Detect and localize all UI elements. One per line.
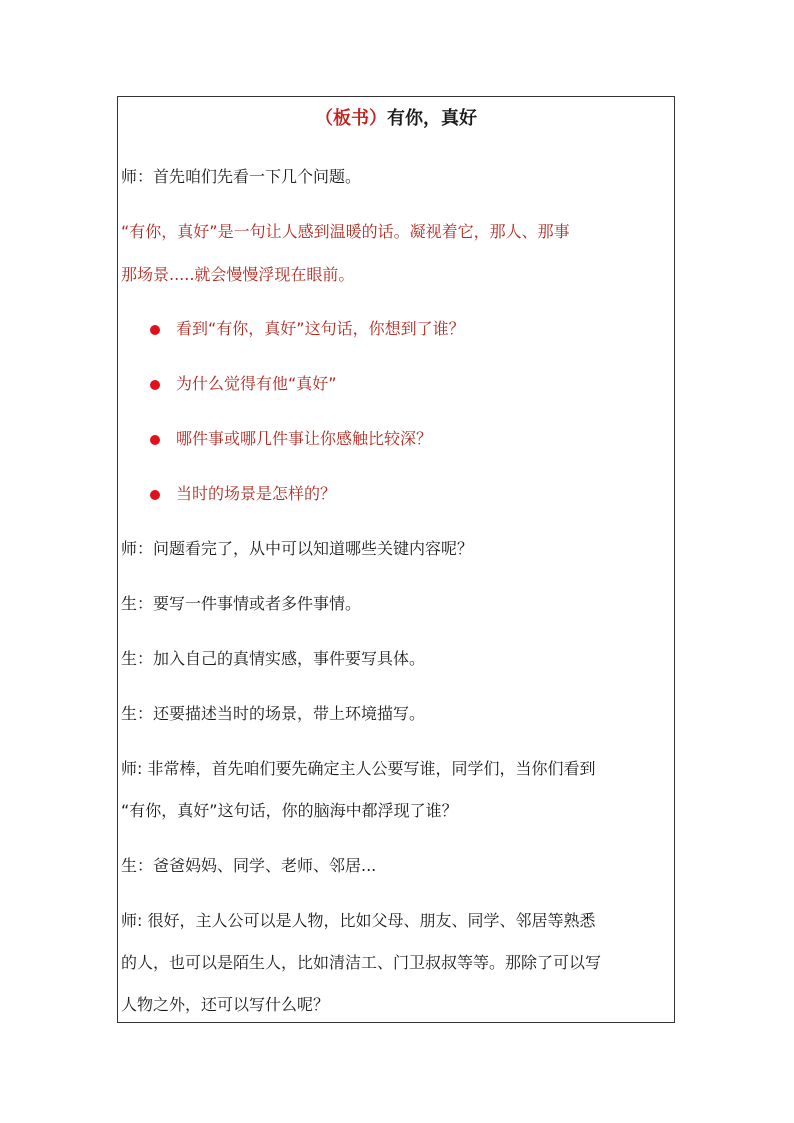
- quote-line-2: 那场景.....就会慢慢浮现在眼前。: [121, 265, 355, 284]
- teacher-line: 师: 非常棒，首先咱们要先确定主人公要写谁，同学们，当你们看到: [121, 759, 596, 778]
- teacher-intro: 师：首先咱们先看一下几个问题。: [121, 167, 362, 186]
- quote-line-1: “有你，真好”是一句让人感到温暖的话。凝视着它，那人、那事: [121, 222, 570, 241]
- student-line: 生：加入自己的真情实感，事件要写具体。: [121, 649, 426, 668]
- teacher-line: 师：问题看完了，从中可以知道哪些关键内容呢？: [121, 539, 474, 558]
- bullet-icon: [150, 435, 160, 445]
- question-item: 哪件事或哪几件事让你感触比较深？: [176, 429, 433, 448]
- bullet-icon: [150, 490, 160, 500]
- lesson-frame: [117, 96, 675, 1023]
- title-main: 有你，真好: [387, 108, 477, 129]
- teacher-line: 师: 很好，主人公可以是人物，比如父母、朋友、同学、邻居等熟悉: [121, 911, 596, 930]
- teacher-line-cont: “有你，真好”这句话，你的脑海中都浮现了谁？: [121, 801, 458, 820]
- teacher-line-cont: 的人，也可以是陌生人，比如清洁工、门卫叔叔等等。那除了可以写: [121, 953, 602, 972]
- student-line: 生：还要描述当时的场景，带上环境描写。: [121, 704, 426, 723]
- teacher-line-cont: 人物之外，还可以写什么呢？: [121, 995, 330, 1014]
- student-line: 生：爸爸妈妈、同学、老师、邻居...: [121, 856, 377, 875]
- question-item: 看到“有你，真好”这句话，你想到了谁？: [176, 319, 465, 338]
- bullet-icon: [150, 380, 160, 390]
- student-line: 生：要写一件事情或者多件事情。: [121, 594, 362, 613]
- question-item: 当时的场景是怎样的？: [176, 484, 337, 503]
- question-item: 为什么觉得有他“真好”: [176, 374, 337, 393]
- title-prefix: （板书）: [315, 108, 387, 129]
- bullet-icon: [150, 325, 160, 335]
- page-title: [118, 105, 674, 133]
